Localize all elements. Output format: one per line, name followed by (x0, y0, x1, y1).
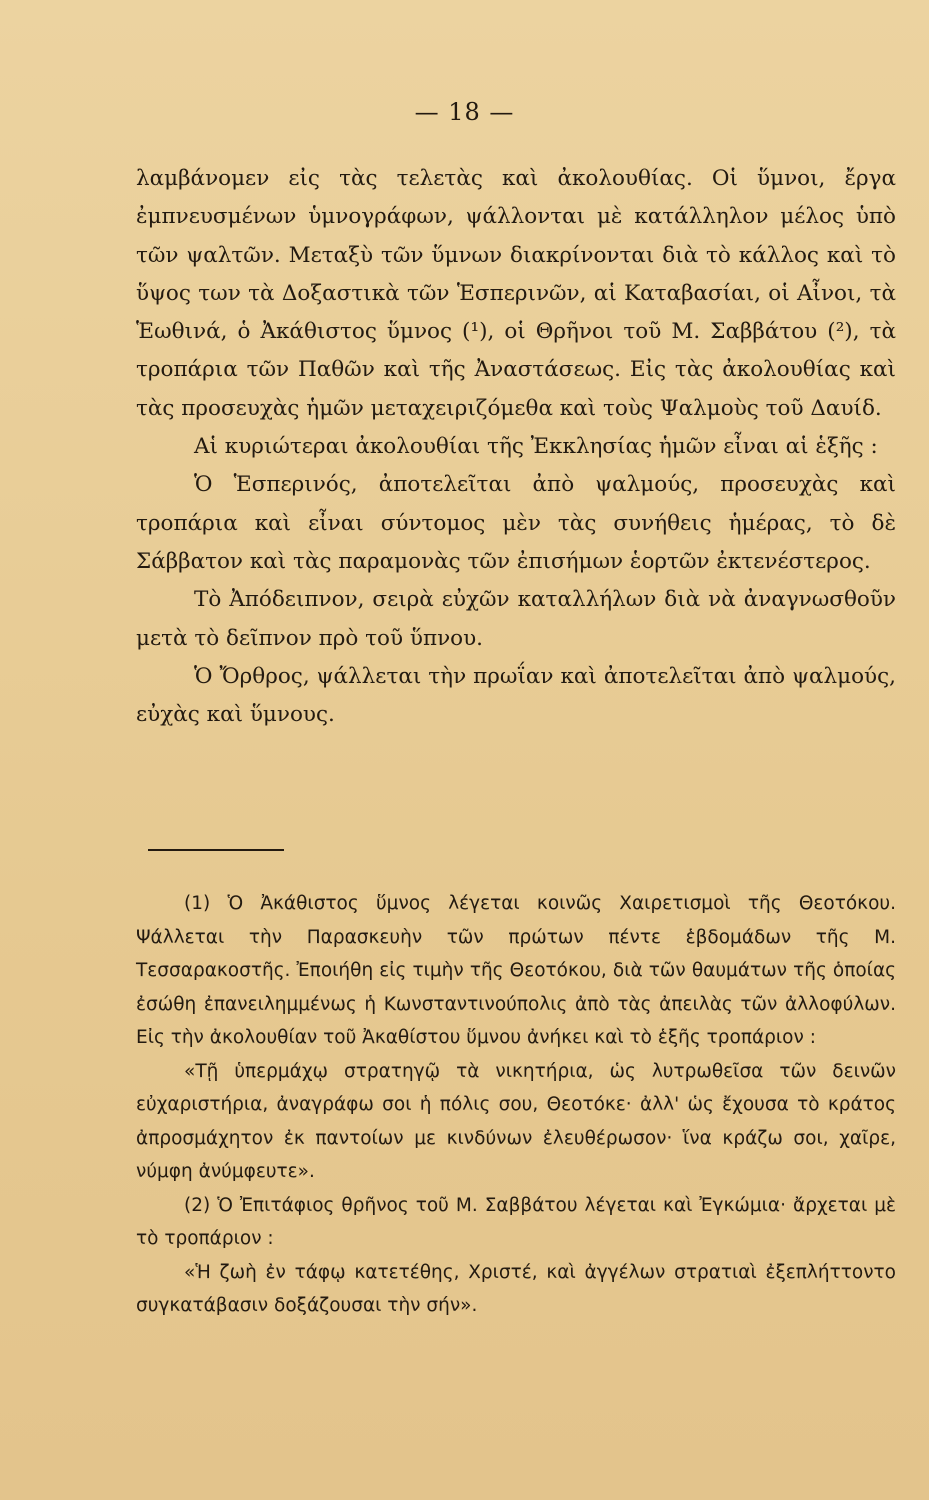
footnote-2: (2) Ὁ Ἐπιτάφιος θρῆνος τοῦ Μ. Σαββάτου λέγεται καὶ Ἐγκώμια· ἄρχεται μὲ τὸ τροπάριον : (136, 1194, 896, 1249)
page-number: — 18 — (414, 98, 515, 126)
footnote-1: (1) Ὁ Ἀκάθιστος ὕμνος λέγεται κοινῶς Χαιρετισμοὶ τῆς Θεοτόκου. Ψάλλεται τὴν Παρασκευὴν τῶν πρώτων πέντε ἑβδομάδων τῆς Μ. Τεσσαρακοστῆς. Ἐποιήθη εἰς τιμὴν τῆς Θεοτόκου, διὰ τῶν θαυμάτων τῆς ὁποίας ἐσώθη ἐπανειλημμένως ἡ Κωνσταντινούπολις ἀπὸ τὰς ἀπειλὰς τῶν ἀλλοφύλων. Εἰς τὴν ἀκολουθίαν τοῦ Ἀκαθίστου ὕμνου ἀνήκει καὶ τὸ ἑξῆς τροπάριον : (136, 893, 896, 1048)
footnote-1-hymn: «Τῇ ὑπερμάχῳ στρατηγῷ τὰ νικητήρια, ὡς λυτρωθεῖσα τῶν δεινῶν εὐχαριστήρια, ἀναγράφω σοι ἡ πόλις σου, Θεοτόκε· ἀλλ' ὡς ἔχουσα τὸ κράτος ἀπροσμάχητον ἐκ παντοίων με κινδύνων ἐλευθέρωσον· ἵνα κράζω σοι, χαῖρε, νύμφη ἀνύμφευτε». (136, 1060, 896, 1182)
paragraph-hymns: λαμβάνομεν εἰς τὰς τελετὰς καὶ ἀκολουθίας. Οἱ ὕμνοι, ἔργα ἐμπνευσμένων ὑμνογράφων, ψάλλονται μὲ κατάλληλον μέλος ὑπὸ τῶν ψαλτῶν. Μεταξὺ τῶν ὕμνων διακρίνονται διὰ τὸ κάλλος καὶ τὸ ὕψος των τὰ Δοξαστικὰ τῶν Ἑσπερινῶν, αἱ Καταβασίαι, οἱ Αἶνοι, τὰ Ἑωθινά, ὁ Ἀκάθιστος ὕμνος (¹), οἱ Θρῆνοι τοῦ Μ. Σαββάτου (²), τὰ τροπάρια τῶν Παθῶν καὶ τῆς Ἀναστάσεως. Εἰς τὰς ἀκολουθίας καὶ τὰς προσευχὰς ἡμῶν μεταχειριζόμεθα καὶ τοὺς Ψαλμοὺς τοῦ Δαυίδ. (136, 166, 896, 421)
main-text (136, 160, 896, 734)
footnotes (136, 887, 896, 1323)
paragraph-vespers: Ὁ Ἑσπερινός, ἀποτελεῖται ἀπὸ ψαλμούς, προσευχὰς καὶ τροπάρια καὶ εἶναι σύντομος μὲν τὰς συνήθεις ἡμέρας, τὸ δὲ Σάββατον καὶ τὰς παραμονὰς τῶν ἐπισήμων ἑορτῶν ἐκτενέστερος. (136, 472, 896, 574)
footnote-2-hymn: «Ἡ ζωὴ ἐν τάφῳ κατετέθης, Χριστέ, καὶ ἀγγέλων στρατιαὶ ἐξεπλήττοντο συγκατάβασιν δοξάζουσαι τὴν σήν». (136, 1261, 896, 1316)
paragraph-orthros: Ὁ Ὄρθρος, ψάλλεται τὴν πρωΐαν καὶ ἀποτελεῖται ἀπὸ ψαλμούς, εὐχὰς καὶ ὕμνους. (136, 663, 896, 728)
footnote-divider (148, 849, 284, 851)
paragraph-services-intro: Αἱ κυριώτεραι ἀκολουθίαι τῆς Ἐκκλησίας ἡμῶν εἶναι αἱ ἑξῆς : (194, 434, 878, 460)
paragraph-compline: Τὸ Ἀπόδειπνον, σειρὰ εὐχῶν καταλλήλων διὰ νὰ ἀναγνωσθοῦν μετὰ τὸ δεῖπνον πρὸ τοῦ ὕπνου. (136, 587, 896, 651)
